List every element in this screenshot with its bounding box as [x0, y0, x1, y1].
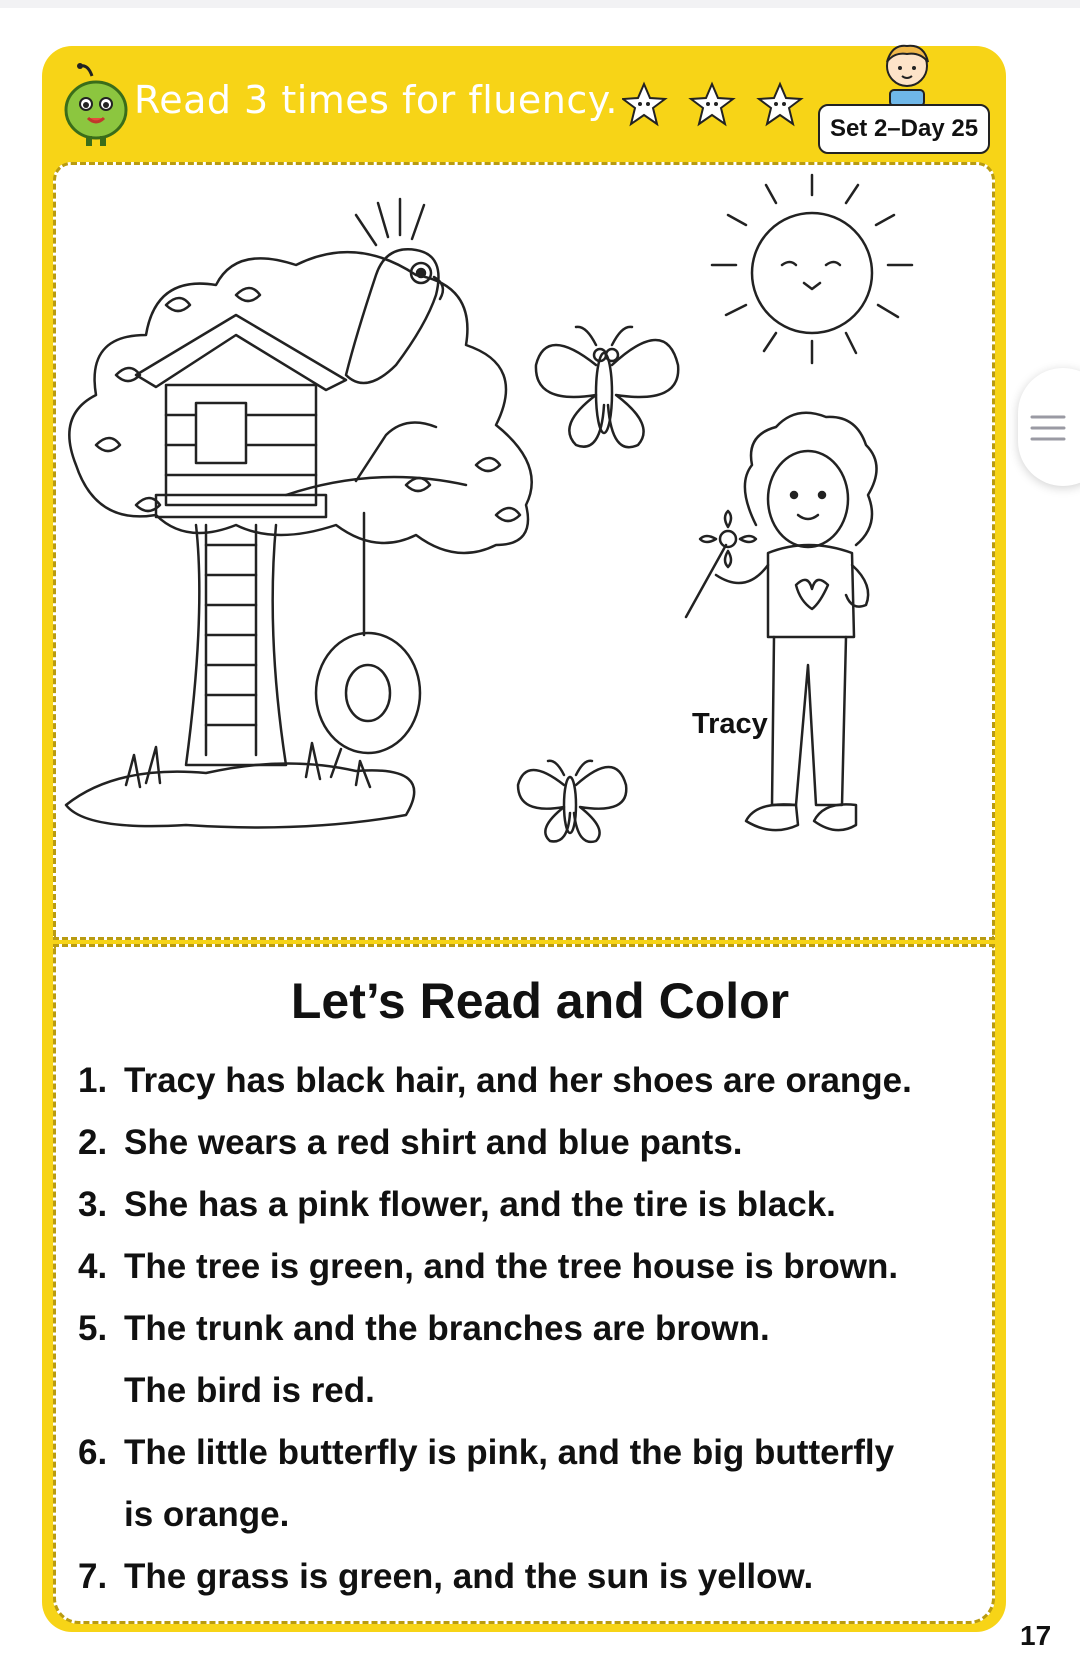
flower-stem	[686, 545, 726, 617]
star-face-icon	[691, 84, 733, 124]
page-number: 17	[1020, 1620, 1052, 1651]
tree-trunk	[186, 525, 286, 765]
big-butterfly	[536, 327, 678, 447]
sentence-text: The trunk and the branches are brown.	[124, 1309, 770, 1348]
sentence-text: She wears a red shirt and blue pants.	[124, 1123, 743, 1162]
sentence-text: The grass is green, and the sun is yellow.	[124, 1557, 814, 1596]
sentence-item	[78, 1112, 978, 1174]
sentence-continuation	[78, 1484, 978, 1546]
sentence-text: is orange.	[124, 1495, 290, 1534]
sentence-number: 4.	[78, 1247, 108, 1286]
sentence-number	[78, 1360, 124, 1422]
star-face-icon	[623, 84, 665, 124]
pink-flower	[720, 531, 736, 547]
tracy-girl	[686, 413, 877, 830]
hamburger-icon	[1028, 408, 1068, 448]
sentence-number	[78, 1484, 124, 1546]
character-label: Tracy	[692, 708, 768, 740]
sentence-item	[78, 1298, 978, 1360]
kid-reading-icon	[872, 40, 942, 110]
fluency-stars	[622, 80, 812, 130]
sentence-continuation	[78, 1360, 978, 1422]
tire-swing	[316, 633, 420, 753]
sentence-text: The bird is red.	[124, 1371, 375, 1410]
sentence-number: 5.	[78, 1309, 108, 1348]
sentence-number: 7.	[78, 1557, 108, 1596]
parrot	[346, 199, 443, 383]
sentence-item	[78, 1050, 978, 1112]
sentence-item	[78, 1546, 978, 1608]
sentence-text: Tracy has black hair, and her shoes are orange.	[124, 1061, 912, 1100]
leaves	[96, 288, 520, 521]
side-menu-button[interactable]	[1018, 368, 1080, 486]
grass-mound	[66, 763, 414, 827]
pear-mascot-icon	[58, 58, 134, 146]
sentence-list	[78, 1050, 978, 1608]
tracy-shoe	[814, 804, 856, 830]
activity-title: Let’s Read and Color	[290, 973, 790, 1029]
fluency-instruction: Read 3 times for fluency.	[134, 78, 618, 122]
tracy-shoe	[746, 804, 798, 830]
sentence-number: 2.	[78, 1123, 108, 1162]
sentence-number: 3.	[78, 1185, 108, 1224]
star-face-icon	[759, 84, 801, 124]
sentence-text: The tree is green, and the tree house is brown.	[124, 1247, 899, 1286]
sentence-number: 6.	[78, 1433, 108, 1472]
top-strip	[0, 0, 1080, 8]
tree-branch	[286, 423, 466, 496]
sentence-item	[78, 1422, 978, 1484]
sentence-item	[78, 1174, 978, 1236]
ladder	[206, 525, 256, 755]
sentence-text: The little butterfly is pink, and the big butterfly	[124, 1433, 895, 1472]
coloring-illustration	[56, 165, 992, 935]
sentence-item	[78, 1236, 978, 1298]
sentence-text: She has a pink flower, and the tire is black.	[124, 1185, 836, 1224]
sun	[712, 175, 912, 363]
sentence-number: 1.	[78, 1061, 108, 1100]
set-day-badge: Set 2–Day 25	[818, 104, 990, 154]
small-butterfly	[518, 761, 626, 842]
